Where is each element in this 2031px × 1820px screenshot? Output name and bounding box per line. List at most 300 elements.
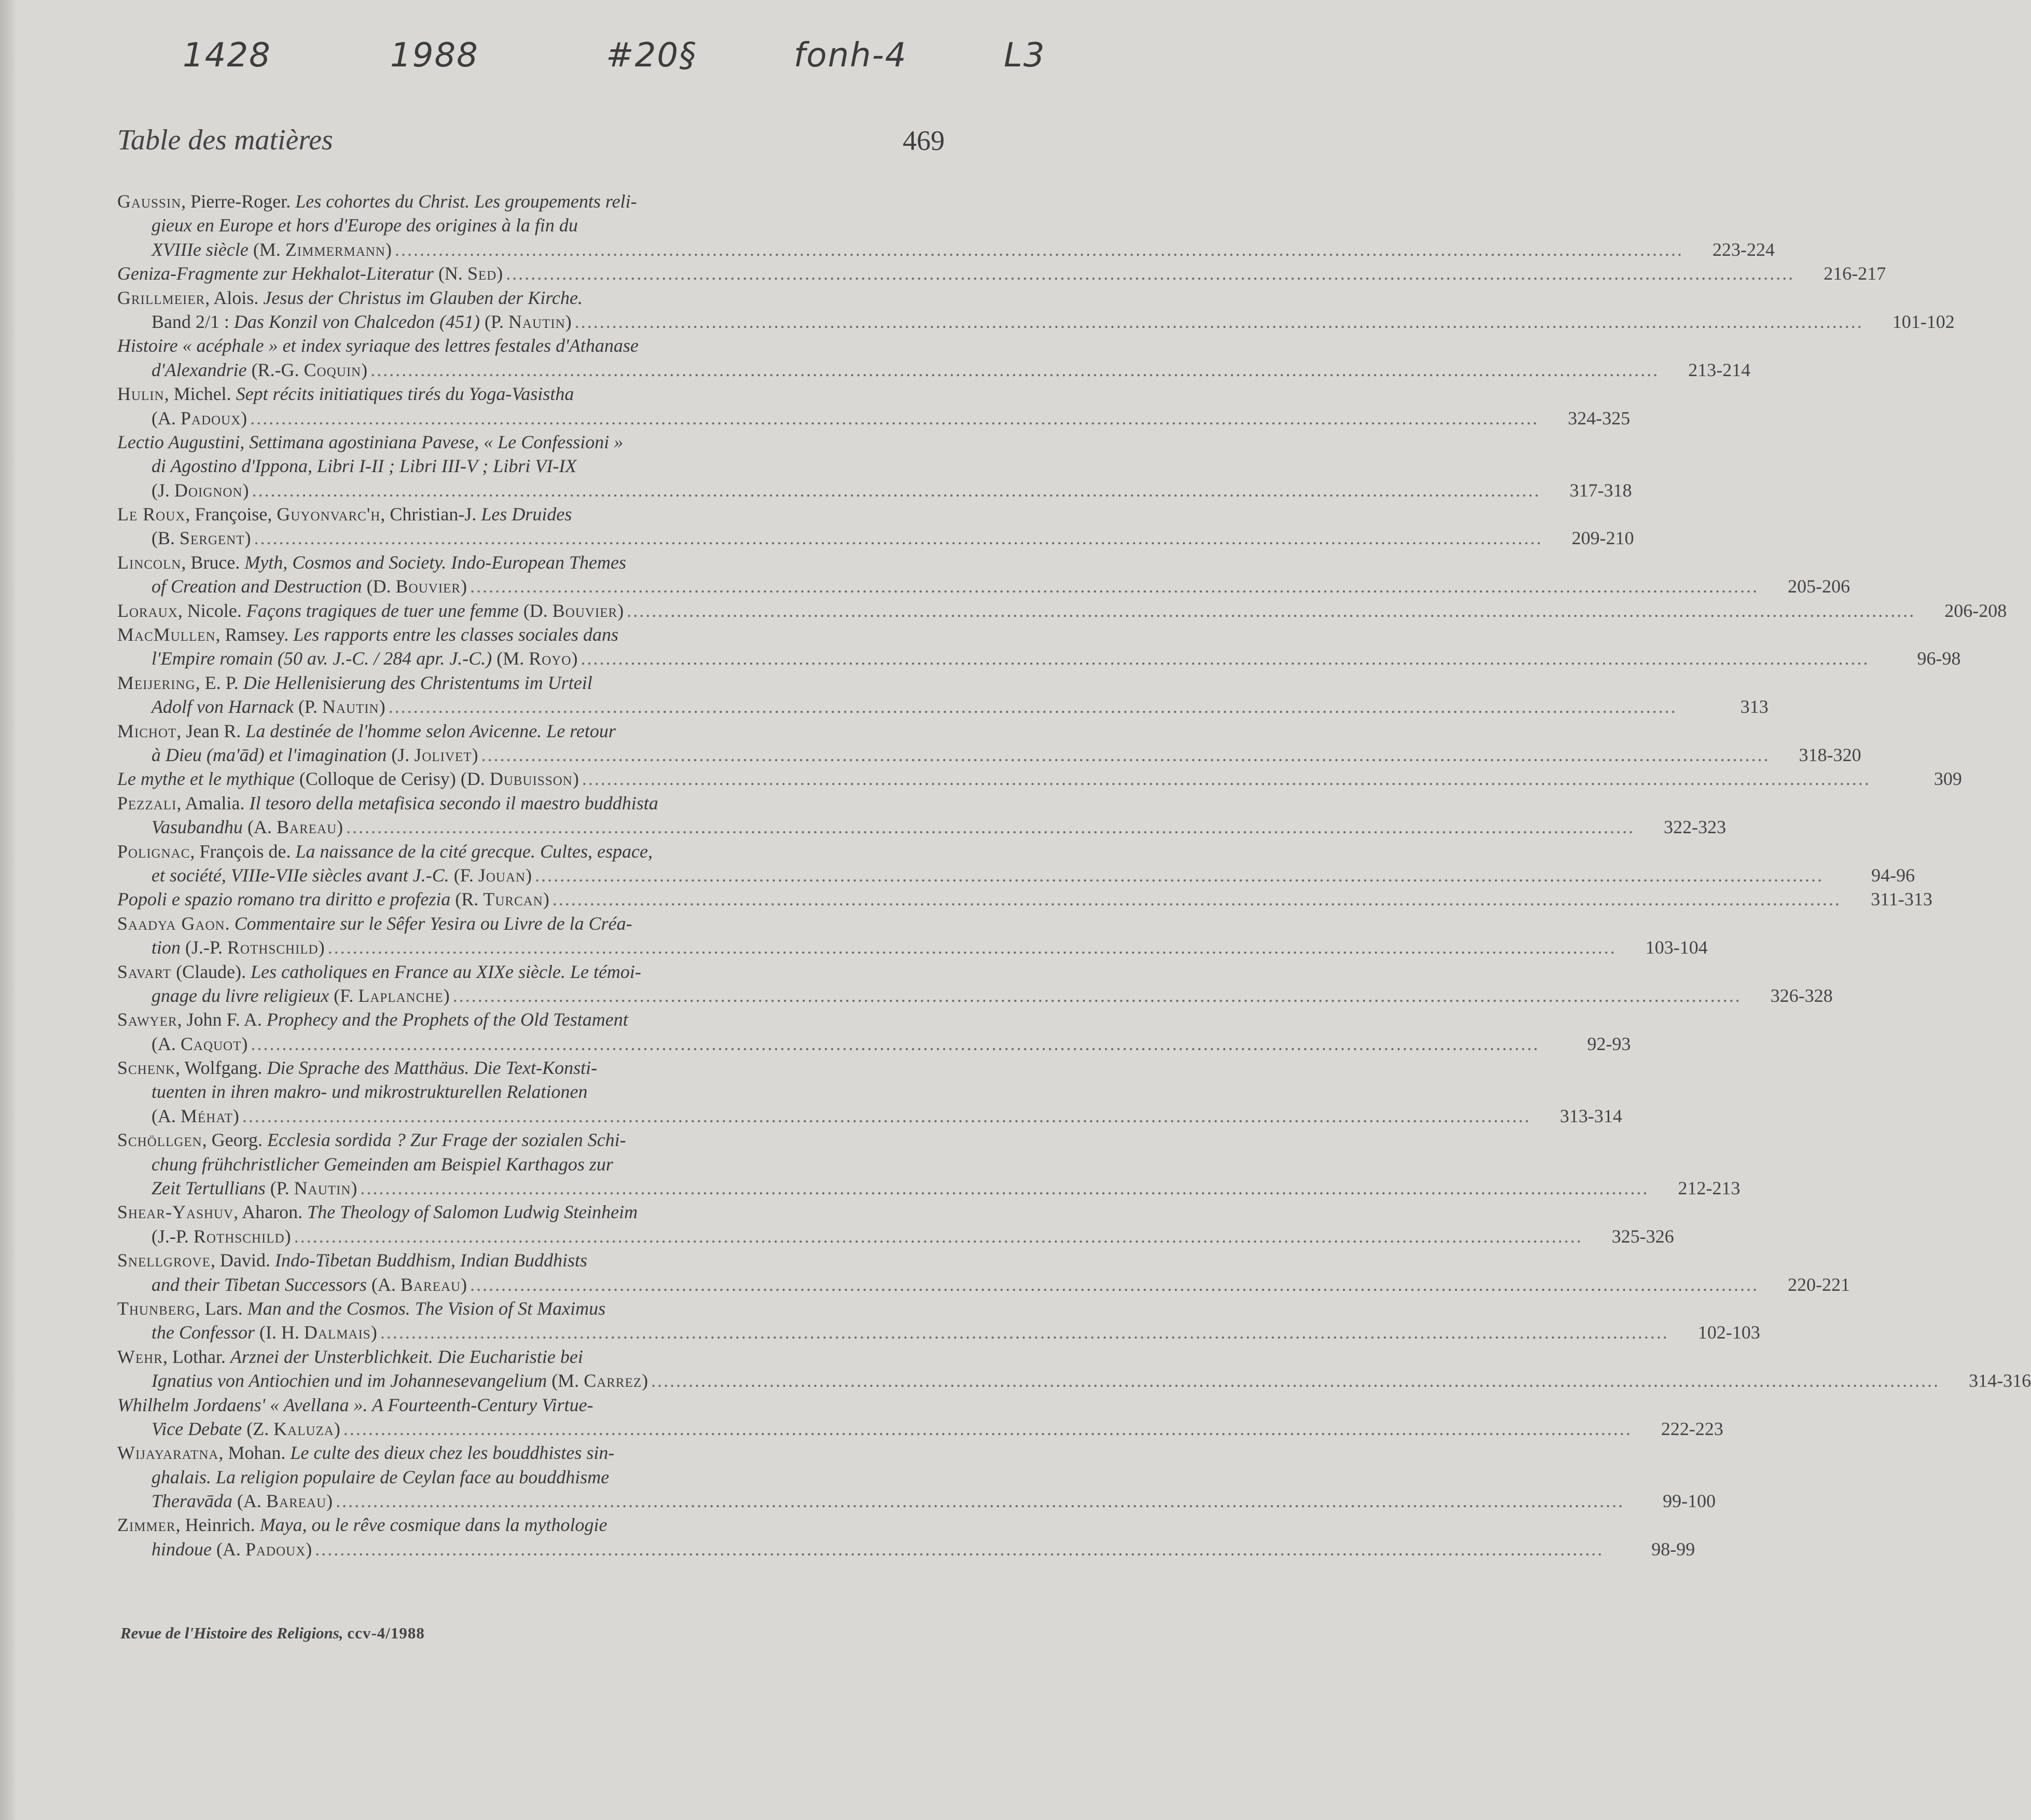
author-name: Thunberg (117, 1298, 196, 1319)
entry-text (117, 1393, 593, 1417)
author-name: Nautin (322, 696, 379, 718)
entry-line (117, 767, 1962, 791)
author-name: Meijering (117, 672, 196, 693)
leader-dots (395, 238, 1683, 261)
entry-fragment: ) (617, 600, 624, 621)
entry-fragment: (A. (151, 1033, 181, 1054)
page-range: 324-325 (1568, 407, 1631, 429)
index-entry (117, 1128, 1740, 1200)
entry-fragment: ) (306, 1538, 312, 1560)
entry-text (151, 478, 249, 502)
work-title: Les catholiques en France au XIXe siècle. Le témoi- (251, 961, 641, 982)
entry-text (151, 574, 467, 598)
entry-line (117, 1056, 951, 1080)
entry-text (117, 1248, 587, 1272)
work-title: Adolf von Harnack (151, 696, 294, 718)
entry-fragment: , Christian-J. (380, 504, 481, 525)
entry-fragment: (J. (151, 479, 174, 501)
entry-line (117, 1417, 1723, 1441)
entry-text (151, 1320, 377, 1344)
leader-dots (470, 574, 1759, 598)
entry-text (151, 815, 343, 839)
work-title: Jesus der Christus im Glauben der Kirche. (263, 287, 583, 308)
index-entry (117, 839, 1915, 888)
entry-line (117, 815, 1726, 839)
entry-line (117, 382, 951, 406)
entry-line (117, 1104, 1622, 1128)
index-entry (117, 719, 1861, 767)
work-title: La destinée de l'homme selon Avicenne. Le retour (245, 720, 616, 741)
entry-line (117, 1032, 1631, 1056)
entry-text (151, 1369, 648, 1392)
entry-text (151, 984, 450, 1008)
index-entry (117, 550, 1850, 599)
entry-fragment: ) (361, 359, 368, 380)
entry-line (117, 502, 951, 526)
entry-line (117, 189, 951, 213)
entry-line (117, 1537, 1695, 1561)
author-name: Hulin (117, 383, 164, 405)
leader-dots (651, 1369, 1940, 1392)
entry-line (117, 526, 1634, 550)
entry-text (117, 1441, 614, 1465)
entry-text (117, 599, 624, 623)
entry-fragment: ) (565, 311, 572, 332)
page-range: 103-104 (1645, 937, 1708, 958)
work-title: d'Alexandrie (151, 359, 247, 380)
author-name: Zimmer (117, 1514, 176, 1536)
work-title: Le mythe et le mythique (117, 768, 295, 790)
leader-dots (481, 743, 1770, 767)
work-title: Les Druides (481, 504, 572, 525)
entry-text (117, 767, 579, 791)
entry-line (117, 310, 1955, 334)
leader-dots (250, 406, 1539, 430)
entry-fragment: ) (242, 479, 249, 501)
page-edge (0, 0, 16, 1820)
work-title: Les rapports entre les classes sociales dans (293, 624, 618, 645)
entry-line (117, 912, 951, 935)
entry-line (117, 1369, 2031, 1392)
entry-line (117, 574, 1850, 598)
work-title: Man and the Cosmos. The Vision of St Maximus (247, 1298, 606, 1319)
leader-dots (581, 646, 1869, 670)
entry-fragment: ) (543, 889, 549, 910)
entry-line (117, 887, 1932, 911)
entry-fragment: . (225, 913, 234, 934)
entry-fragment: (D. (362, 576, 396, 597)
author-name: Zimmermann (285, 239, 385, 260)
entry-fragment: (R.-G. (246, 359, 304, 380)
work-title: Histoire « acéphale » et index syriaque des lettres festales d'Athanase (117, 335, 639, 356)
leader-dots (328, 935, 1616, 959)
entry-text (117, 189, 637, 213)
entry-line (117, 719, 951, 743)
entry-fragment: ) (244, 528, 251, 549)
author-name: Sed (467, 263, 497, 284)
handwritten-note: L3 (1004, 36, 1046, 75)
work-title: Zeit Tertullians (151, 1178, 266, 1199)
work-title: Maya, ou le rêve cosmique dans la mythologie (259, 1514, 607, 1536)
page-range: 325-326 (1611, 1225, 1674, 1247)
leader-dots (575, 310, 1863, 334)
entry-line (117, 261, 1886, 285)
page-range: 209-210 (1571, 528, 1634, 549)
entry-fragment: ) (572, 768, 579, 790)
entry-fragment: ) (379, 696, 385, 718)
entry-fragment: ) (337, 817, 343, 838)
entry-line (117, 960, 951, 984)
page-range: 309 (1933, 768, 1962, 790)
index-entry (117, 960, 1833, 1008)
page-range: 317-318 (1569, 479, 1632, 501)
entry-fragment: , Heinrich. (175, 1514, 260, 1536)
entry-text (117, 1513, 607, 1537)
entry-text (117, 502, 572, 526)
entry-fragment: , Georg. (202, 1129, 268, 1151)
entry-line (117, 1345, 951, 1369)
entry-line (117, 935, 1708, 959)
author-name: Pezzali (117, 792, 177, 814)
entry-line (117, 671, 951, 695)
work-title: Ecclesia sordida ? Zur Frage der sozialen Schi- (267, 1129, 626, 1151)
entry-line (117, 1224, 1674, 1248)
page-range: 96-98 (1917, 648, 1961, 669)
entry-fragment: , David. (211, 1250, 275, 1271)
entry-line (117, 1513, 951, 1537)
footer-citation (120, 1624, 425, 1643)
author-name: Bareau (277, 817, 337, 838)
index-entry (117, 1248, 1850, 1297)
author-name: Savart (117, 961, 172, 982)
index-entry (117, 334, 1751, 382)
entry-fragment: (P. (265, 1178, 294, 1199)
entry-fragment: (A. (151, 407, 181, 429)
footer-journal: Revue de l'Histoire des Religions, (120, 1624, 348, 1642)
entry-text (151, 1176, 357, 1200)
author-name: Wehr (117, 1346, 163, 1367)
work-title: Vasubandhu (151, 817, 243, 838)
entry-text (117, 1200, 638, 1224)
work-title: gnage du livre religieux (151, 985, 329, 1006)
leader-dots (470, 1273, 1759, 1297)
entry-text (117, 1345, 583, 1369)
work-title: of Creation and Destruction (151, 576, 362, 597)
page-range: 205-206 (1788, 576, 1850, 597)
entry-fragment: , Ramsey. (215, 624, 294, 645)
work-title: XVIIIe siècle (151, 239, 248, 260)
author-name: Schöllgen (117, 1129, 202, 1151)
entry-line (117, 1465, 951, 1489)
entry-fragment: , Lars. (195, 1298, 247, 1319)
page-range: 223-224 (1712, 239, 1775, 260)
leader-dots (315, 1537, 1604, 1561)
page-range: 101-102 (1892, 311, 1955, 332)
author-name: Guyonvarc'h (277, 504, 381, 525)
work-title: Les cohortes du Christ. Les groupements reli- (295, 191, 637, 212)
author-name: Carrez (584, 1370, 642, 1391)
leader-dots (552, 887, 1841, 911)
work-title: Il tesoro della metafisica secondo il maestro buddhista (249, 792, 658, 814)
entry-fragment: (A. (243, 817, 277, 838)
leader-dots (389, 695, 1677, 719)
leader-dots (506, 261, 1794, 285)
author-name: Nautin (294, 1178, 351, 1199)
entry-fragment: ) (351, 1178, 357, 1199)
entry-text (117, 1297, 605, 1320)
entry-fragment: , Mohan. (218, 1442, 291, 1464)
entry-line (117, 358, 1751, 382)
work-title: Indo-Tibetan Buddhism, Indian Buddhists (274, 1250, 587, 1271)
work-title: and their Tibetan Successors (151, 1274, 367, 1295)
author-name: Méhat (181, 1105, 233, 1126)
index-entry (117, 502, 1634, 550)
index-entry (117, 286, 1955, 334)
work-title: Prophecy and the Prophets of the Old Testament (266, 1009, 628, 1030)
entry-text (151, 1104, 239, 1128)
entry-text (117, 1056, 597, 1080)
entry-text (151, 526, 251, 550)
work-title: gieux en Europe et hors d'Europe des origines à la fin du (151, 215, 578, 236)
leader-dots (582, 767, 1871, 791)
entry-fragment: (A. (366, 1274, 400, 1295)
entry-text (117, 1008, 628, 1031)
entry-fragment: ) (385, 239, 392, 260)
entry-text (151, 743, 478, 767)
leader-dots (380, 1320, 1669, 1344)
entry-line (117, 839, 951, 863)
entry-text (117, 912, 632, 935)
handwritten-note: #20§ (606, 36, 697, 75)
entry-fragment: (J.-P. (151, 1225, 194, 1247)
author-name: Grillmeier (117, 287, 205, 308)
entry-text (117, 430, 623, 454)
entry-fragment: , Wolfgang. (175, 1057, 267, 1079)
entry-fragment: , Nicole. (177, 600, 246, 621)
entry-line (117, 334, 951, 357)
entry-line (117, 1248, 951, 1272)
work-title: Die Sprache des Matthäus. Die Text-Konsti- (267, 1057, 598, 1079)
entry-fragment: (N. (433, 263, 467, 284)
leader-dots (252, 478, 1541, 502)
entry-line (117, 454, 951, 478)
work-title: Whilhelm Jordaens' « Avellana ». A Fourteenth-Century Virtue- (117, 1394, 593, 1415)
author-name: Bouvier (395, 576, 461, 597)
entry-text (117, 791, 658, 815)
entry-fragment: (Z. (242, 1418, 274, 1439)
entry-fragment: , Jean R. (176, 720, 246, 741)
author-name: Jouan (478, 864, 526, 886)
author-name: Dalmais (304, 1322, 371, 1343)
entry-fragment: (M. (492, 648, 529, 669)
entry-line (117, 478, 1632, 502)
page-range: 222-223 (1661, 1418, 1723, 1439)
entry-line (117, 984, 1833, 1008)
leader-dots (254, 526, 1543, 550)
work-title: hindoue (151, 1538, 212, 1560)
entry-fragment: ) (526, 864, 532, 886)
table-of-contents (117, 189, 2031, 1561)
work-title: à Dieu (ma'ād) et l'imagination (151, 744, 387, 765)
entry-fragment: (I. H. (255, 1322, 304, 1343)
entry-text (151, 1273, 467, 1297)
leader-dots (343, 1417, 1632, 1441)
entry-fragment: ) (370, 1322, 377, 1343)
entry-text (151, 238, 392, 261)
author-name: Shear-Yashuv (117, 1202, 234, 1223)
entry-fragment: (D. (518, 600, 552, 621)
entry-fragment: , John F. A. (177, 1009, 267, 1030)
entry-fragment: ) (326, 1491, 333, 1512)
index-entry (117, 189, 1775, 261)
entry-text (151, 863, 532, 887)
entry-text (117, 261, 503, 285)
author-name: Bareau (400, 1274, 461, 1295)
entry-text (117, 382, 574, 406)
entry-text (117, 719, 616, 743)
author-name: Doignon (174, 479, 243, 501)
entry-fragment: ) (318, 937, 325, 958)
page-range: 326-328 (1770, 985, 1833, 1006)
entry-line (117, 213, 951, 237)
index-entry (117, 1513, 1695, 1561)
entry-text (117, 671, 592, 695)
entry-text (151, 1465, 609, 1489)
index-entry (117, 430, 1632, 502)
work-title: Theravāda (151, 1491, 232, 1512)
author-name: Lincoln (117, 551, 182, 573)
entry-text (151, 1537, 312, 1561)
index-entry (117, 1200, 1674, 1248)
entry-text (117, 550, 626, 574)
entry-fragment: (A. (232, 1491, 266, 1512)
entry-fragment: , Amalia. (176, 792, 250, 814)
index-entry (117, 261, 1886, 285)
index-entry (117, 1297, 1760, 1345)
leader-dots (370, 358, 1659, 382)
entry-fragment: , Bruce. (181, 551, 245, 573)
leader-dots (453, 984, 1742, 1008)
entry-fragment: (A. (211, 1538, 245, 1560)
author-name: Gaussin (117, 191, 182, 212)
page-range: 216-217 (1823, 263, 1886, 284)
work-title: Commentaire sur le Sêfer Yesira ou Livre de la Créa- (234, 913, 632, 934)
author-name: Rothschild (227, 937, 319, 958)
page-range: 314-316 (1969, 1370, 2031, 1391)
entry-fragment: (J. (386, 744, 415, 765)
leader-dots (242, 1104, 1531, 1128)
entry-fragment: , Françoise, (185, 504, 277, 525)
work-title: Vice Debate (151, 1418, 242, 1439)
author-name: Nautin (508, 311, 565, 332)
entry-fragment: (F. (329, 985, 358, 1006)
entry-fragment: ) (443, 985, 450, 1006)
entry-line (117, 1152, 951, 1176)
index-entry (117, 671, 1769, 719)
index-entry (117, 599, 2007, 623)
work-title: Sept récits initiatiques tirés du Yoga-Vasistha (236, 383, 574, 405)
work-title: l'Empire romain (50 av. J.-C. / 284 apr. J.-C.) (151, 648, 492, 669)
entry-text (117, 623, 618, 646)
leader-dots (361, 1176, 1649, 1200)
entry-line (117, 550, 951, 574)
leader-dots (251, 1032, 1540, 1056)
footer-volume: ccv-4/1988 (347, 1624, 425, 1642)
entry-text (151, 358, 367, 382)
entry-line (117, 286, 951, 310)
entry-fragment: ) (461, 576, 467, 597)
page-range: 206-208 (1944, 600, 2007, 621)
entry-text (117, 839, 653, 863)
entry-fragment: (Colloque de Cerisy) (D. (294, 768, 490, 790)
page-range: 102-103 (1697, 1322, 1760, 1343)
entry-line (117, 1320, 1760, 1344)
work-title: Lectio Augustini, Settimana agostiniana Pavese, « Le Confessioni » (117, 431, 624, 452)
entry-text (117, 960, 641, 984)
entry-fragment: , Lothar. (162, 1346, 230, 1367)
entry-fragment: (B. (151, 528, 179, 549)
entry-text (151, 213, 578, 237)
author-name: Bouvier (552, 600, 618, 621)
work-title: Geniza-Fragmente zur Hekhalot-Literatur (117, 263, 434, 284)
entry-line (117, 1200, 951, 1224)
page-range: 92-93 (1587, 1033, 1631, 1054)
author-name: Caquot (181, 1033, 242, 1054)
work-title: the Confessor (151, 1322, 255, 1343)
index-entry (117, 1441, 1716, 1513)
entry-text (151, 1032, 248, 1056)
entry-fragment: (Claude). (171, 961, 251, 982)
entry-line (117, 1297, 951, 1320)
entry-fragment: ) (334, 1418, 340, 1439)
index-entry (117, 767, 1962, 791)
entry-fragment: (P. (479, 311, 508, 332)
entry-fragment: , Alois. (205, 287, 264, 308)
entry-fragment: (J.-P. (181, 937, 228, 958)
entry-fragment: ) (284, 1225, 291, 1247)
entry-fragment: , Pierre-Roger. (181, 191, 296, 212)
entry-line (117, 1489, 1716, 1513)
author-name: Wijayaratna (117, 1442, 219, 1464)
index-entry (117, 623, 1961, 671)
entry-fragment: , E. P. (195, 672, 243, 693)
entry-line (117, 623, 951, 646)
entry-text (117, 1128, 626, 1152)
author-name: Schenk (117, 1057, 176, 1079)
entry-fragment: (A. (151, 1105, 181, 1126)
index-entry (117, 1345, 2031, 1393)
author-name: Le Roux (117, 504, 186, 525)
entry-fragment: ) (642, 1370, 648, 1391)
page-range: 322-323 (1664, 817, 1726, 838)
author-name: Jolivet (414, 744, 472, 765)
work-title: Arznei der Unsterblichkeit. Die Eucharistie bei (230, 1346, 583, 1367)
leader-dots (535, 863, 1823, 887)
author-name: Laplanche (358, 985, 444, 1006)
author-name: Saadya Gaon (117, 913, 225, 934)
entry-text (117, 887, 549, 911)
work-title: Die Hellenisierung des Christentums im Urteil (243, 672, 592, 693)
entry-line (117, 695, 1769, 719)
entry-text (151, 1417, 340, 1441)
index-entry (117, 1008, 1631, 1056)
entry-fragment: , Aharon. (233, 1202, 308, 1223)
entry-text (151, 695, 385, 719)
entry-fragment: ) (461, 1274, 467, 1295)
author-name: Padoux (181, 407, 241, 429)
work-title: tuenten in ihren makro- und mikrostrukturellen Relationen (151, 1081, 588, 1102)
work-title: Ignatius von Antiochien und im Johannesevangelium (151, 1370, 547, 1391)
